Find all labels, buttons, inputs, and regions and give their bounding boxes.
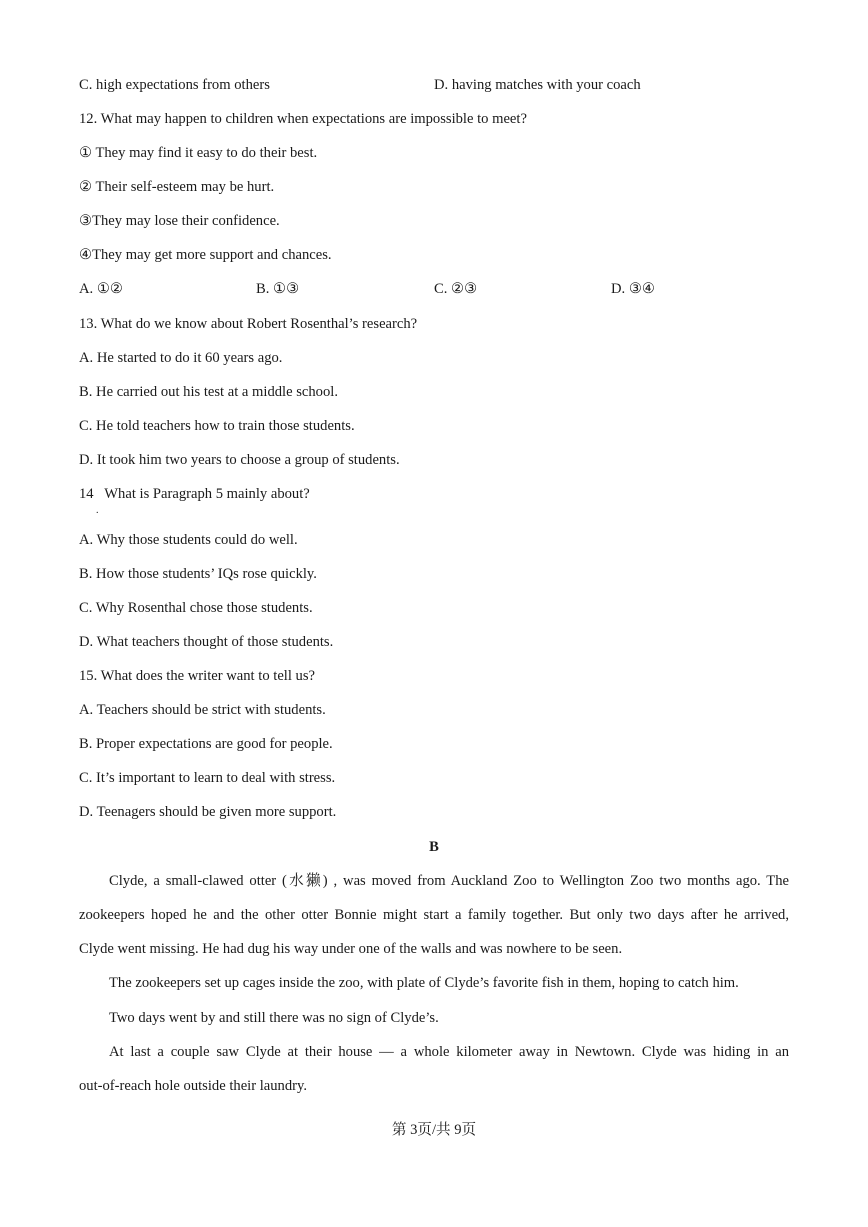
q12-statement-2: ② Their self-esteem may be hurt. (79, 179, 275, 195)
passage-p4-line1: At last a couple saw Clyde at their house — a whole kilometer away in Newtown. Clyde was hiding in an (109, 1044, 789, 1060)
q15-option-c: C. It’s important to learn to deal with stress. (79, 770, 336, 786)
passage-p1-line2: zookeepers hoped he and the other otter Bonnie might start a family together. But only two days after he arrived, (79, 907, 789, 923)
q14-option-a: A. Why those students could do well. (79, 532, 298, 548)
passage-p4-line2: out-of-reach hole outside their laundry. (79, 1078, 308, 1094)
q15-question: 15. What does the writer want to tell us? (79, 668, 316, 684)
q12-statement-4: ④They may get more support and chances. (79, 247, 332, 263)
q13-question: 13. What do we know about Robert Rosenthal’s research? (79, 316, 418, 332)
q12-option-d: D. ③④ (611, 281, 656, 297)
q12-statement-1: ① They may find it easy to do their best. (79, 145, 318, 161)
page-number-footer: 第 3页/共 9页 (391, 1122, 477, 1138)
q12-question: 12. What may happen to children when expectations are impossible to meet? (79, 111, 527, 127)
q13-option-a: A. He started to do it 60 years ago. (79, 350, 283, 366)
q14-option-d: D. What teachers thought of those students. (79, 634, 334, 650)
q14-option-b: B. How those students’ IQs rose quickly. (79, 566, 317, 582)
q11-option-c: C. high expectations from others (79, 77, 270, 93)
q15-option-a: A. Teachers should be strict with students. (79, 702, 326, 718)
passage-p1-line1: Clyde, a small-clawed otter (水獭) , was moved from Auckland Zoo to Wellington Zoo two months ago. The (109, 873, 789, 889)
passage-p1-line3: Clyde went missing. He had dug his way under one of the walls and was nowhere to be seen. (79, 941, 623, 957)
q11-option-d: D. having matches with your coach (434, 77, 641, 93)
q12-option-b: B. ①③ (256, 281, 300, 297)
q12-statement-3: ③They may lose their confidence. (79, 213, 280, 229)
q12-option-c: C. ②③ (434, 281, 478, 297)
q14-question: 14 What is Paragraph 5 mainly about? (79, 486, 310, 502)
q15-option-d: D. Teenagers should be given more support. (79, 804, 337, 820)
passage-p3: Two days went by and still there was no sign of Clyde’s. (109, 1010, 439, 1026)
q13-option-c: C. He told teachers how to train those students. (79, 418, 355, 434)
section-b-heading: B (429, 839, 439, 855)
q14-stray-mark: . (96, 505, 99, 516)
q12-option-a: A. ①② (79, 281, 124, 297)
q13-option-b: B. He carried out his test at a middle school. (79, 384, 338, 400)
q15-option-b: B. Proper expectations are good for people. (79, 736, 333, 752)
q14-option-c: C. Why Rosenthal chose those students. (79, 600, 313, 616)
passage-p2: The zookeepers set up cages inside the zoo, with plate of Clyde’s favorite fish in them, hoping to catch him. (109, 975, 739, 991)
q13-option-d: D. It took him two years to choose a group of students. (79, 452, 400, 468)
